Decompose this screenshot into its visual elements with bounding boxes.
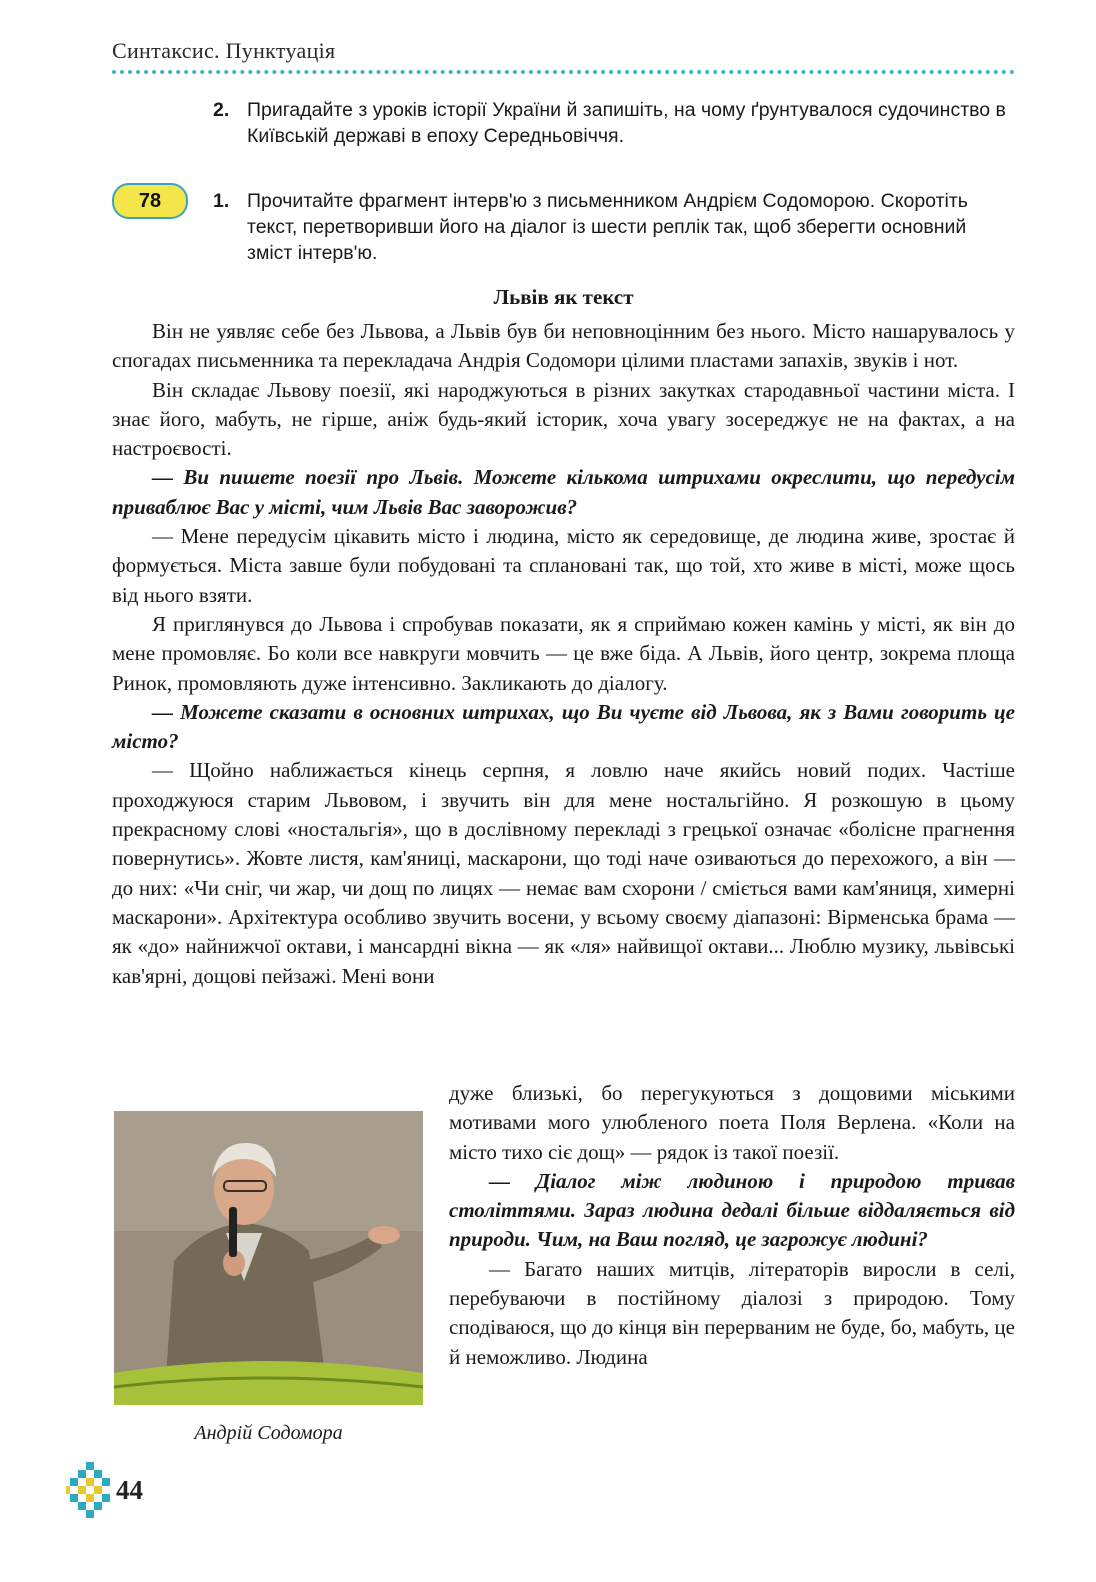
paragraph: Він не уявляє себе без Львова, а Львів був би неповноцінним без нього. Місто нашарувалось у спогадах письменника та перекладача Андрія Содомори цілими пластами запахів, звуків і нот. <box>112 319 1015 373</box>
header-divider <box>112 70 1015 74</box>
running-header: Синтаксис. Пунктуація <box>112 38 336 63</box>
task-number: 1. <box>213 190 230 212</box>
article-title: Львів як текст <box>493 285 634 309</box>
paragraph: Я приглянувся до Львова і спробував показати, як я сприймаю кожен камінь у місті, як він до мене промовляє. Бо коли все навкруги мовчить — це вже біда. А Львів, його центр, зокрема площа Ринок, промовляють дуже інтенсивно. Закликають до діалогу. <box>112 611 1015 695</box>
paragraph-continuation: дуже близькі, бо перегукуються з дощовими міськими мотивами мого улюбленого поета Поля Верлена. «Коли на місто тихо сіє дощ» — рядок із такої поезії. <box>449 1081 1015 1164</box>
author-photo <box>114 1111 423 1405</box>
task-number: 2. <box>213 99 230 121</box>
task-text: Прочитайте фрагмент інтерв'ю з письменником Андрієм Содоморою. Скоротіть текст, перетворивши його на діалог із шести реплік так, щоб зберегти основний зміст інтерв'ю. <box>247 190 968 264</box>
task-text: Пригадайте з уроків історії України й запишіть, на чому ґрунтувалося судочинство в Київській державі в епоху Середньовіччя. <box>247 99 1006 147</box>
exercise-task <box>213 188 1017 266</box>
interview-question: — Ви пишете поезії про Львів. Можете кількома штрихами окреслити, що передусім приваблює Вас у місті, чим Львів Вас заворожив? <box>112 465 1015 519</box>
article-body-wrapped <box>449 1079 1015 1372</box>
page-ornament-icon <box>66 1462 114 1518</box>
interview-question: — Діалог між людиною і природою тривав століттями. Зараз людина дедалі більше віддаляється від природи. Чим, на Ваш погляд, це загрожує людині? <box>449 1168 1015 1252</box>
paragraph: — Багато наших митців, літераторів виросли в селі, перебуваючи в постійному діалозі з природою. Тому сподіваюся, що до кінця він перерваним не буде, бо, мабуть, це й неможливо. Людина <box>449 1256 1015 1369</box>
article-body <box>112 317 1015 991</box>
task-previous <box>213 97 1017 149</box>
paragraph: — Мене передусім цікавить місто і людина, місто як середовище, де людина живе, зростає й формується. Міста завше були побудовані та сплановані так, що той, хто живе в місті, може щось від нього взяти. <box>112 524 1015 607</box>
page-number: 44 <box>116 1475 143 1505</box>
interview-question: — Можете сказати в основних штрихах, що Ви чуєте від Львова, як з Вами говорить це місто? <box>112 699 1015 754</box>
exercise-number-badge: 78 <box>112 183 188 219</box>
paragraph: Він складає Львову поезії, які народжуються в різних закутках стародавньої частини міста. І знає його, мабуть, не гірше, аніж будь-який історик, хоча увагу зосереджує не на фактах, а на настроєвості. <box>112 377 1015 461</box>
paragraph: — Щойно наближається кінець серпня, я ловлю наче якийсь новий подих. Частіше проходжуюся старим Львовом, і звучить він для мене ностальгійно. Я розкошую в цьому прекрасному слові «ностальгія», що в дослівному перекладі з грецької означає «болісне прагнення повернутись». Жовте листя, кам'яниці, маскарони, що тоді наче озиваються до перехожого, а він — до них: «Чи сніг, чи жар, чи дощ по лицях — немає вам схорони / сміється вами кам'яниця, химерні маскарони». Архітектура особливо звучить восени, у всьому своєму діапазоні: Вірменська брама — як «до» найнижчої октави, і мансардні вікна — як «ля» найвищої октави... Люблю музику, львівські кав'ярні, дощові пейзажі. Мені вони <box>112 758 1015 988</box>
photo-caption: Андрій Содомора <box>194 1422 343 1444</box>
portrait-illustration <box>114 1111 423 1405</box>
